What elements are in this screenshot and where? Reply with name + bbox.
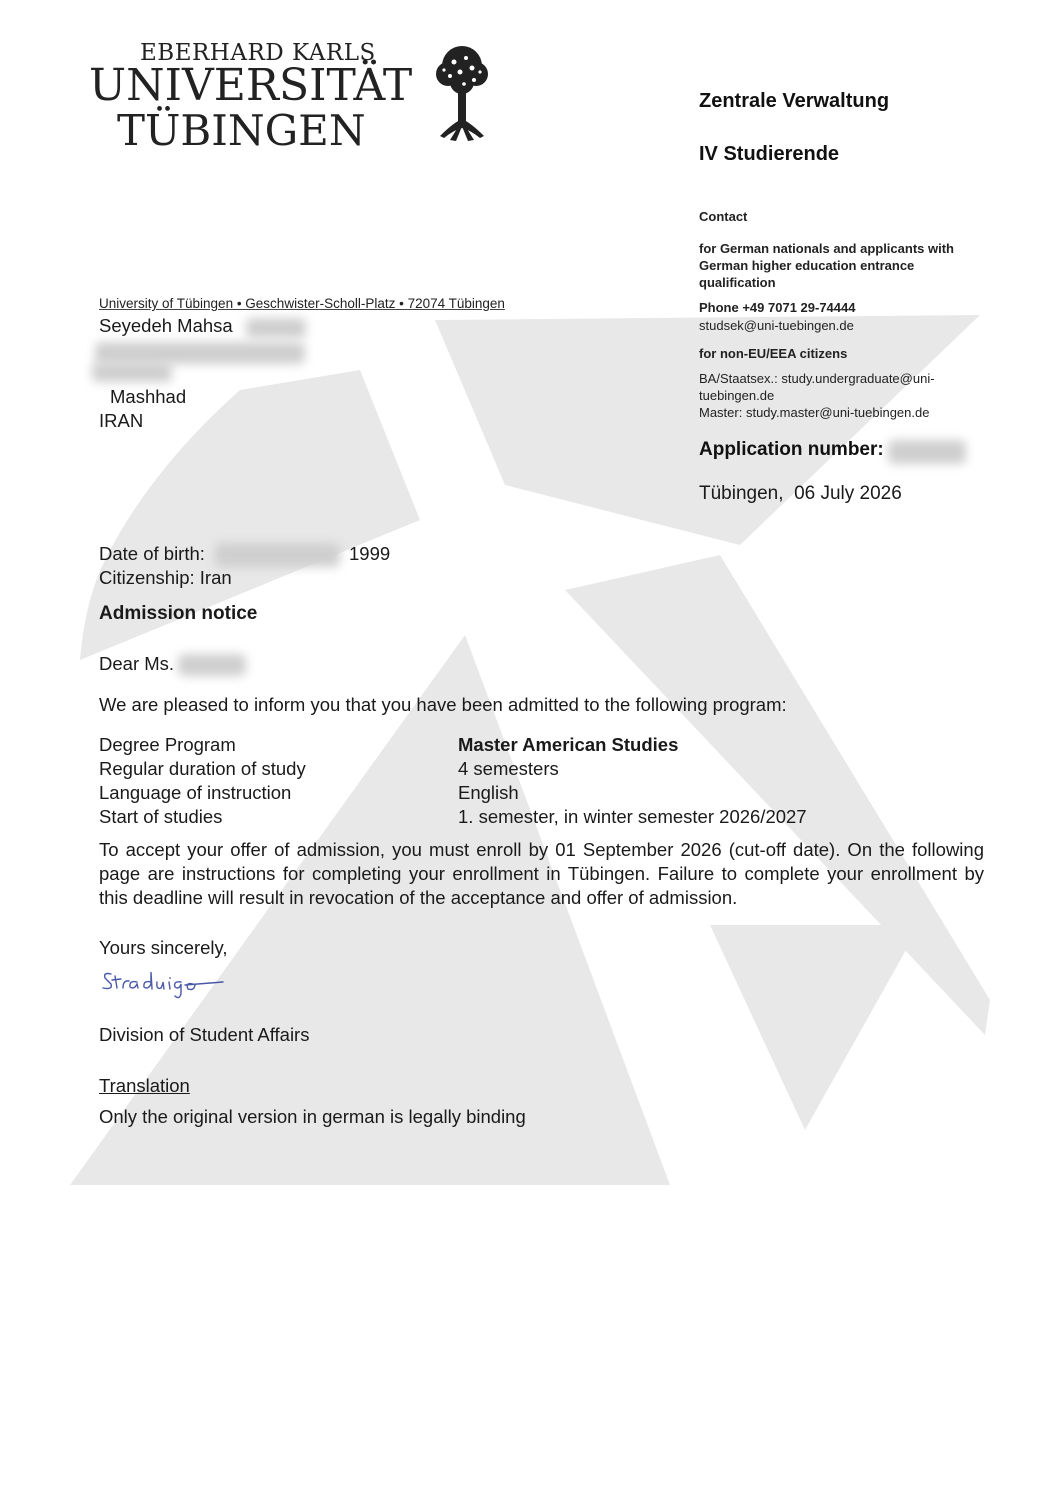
program-row [99, 734, 959, 758]
department-heading: Zentrale Verwaltung [699, 90, 890, 112]
unit-heading: IV Studierende [699, 143, 840, 165]
application-number-label: Application number: [699, 439, 884, 460]
signature-image [99, 960, 229, 1002]
email-german-link[interactable]: studsek@uni-tuebingen.de [699, 318, 854, 333]
salutation: Dear Ms. [99, 653, 175, 674]
translation-label: Translation [99, 1075, 190, 1096]
redacted-surname [246, 318, 306, 338]
closing: Yours sincerely, [99, 937, 228, 958]
recipient-city: Mashhad [110, 386, 187, 407]
phone-number: Phone +49 7071 29-74444 [699, 300, 856, 315]
program-row-label: Start of studies [99, 806, 223, 827]
program-row [99, 782, 959, 806]
program-row-value: 4 semesters [458, 758, 559, 779]
logo-line-1: EBERHARD KARLS [140, 40, 376, 66]
date-of-birth-label: Date of birth: [99, 543, 205, 564]
master-contact-email[interactable]: Master: study.master@uni-tuebingen.de [699, 405, 930, 420]
citizenship: Citizenship: Iran [99, 567, 232, 588]
date-of-birth-year: 1999 [349, 543, 391, 564]
ba-contact-email[interactable]: BA/Staatsex.: study.undergraduate@uni-tuebingen.de [699, 371, 935, 403]
letter-title: Admission notice [99, 603, 258, 624]
program-row-value: Master American Studies [458, 734, 679, 755]
tree-icon [430, 44, 494, 144]
recipient-country: IRAN [99, 410, 144, 431]
program-row-label: Language of instruction [99, 782, 292, 803]
redacted-last-name [178, 654, 246, 676]
enrollment-paragraph: To accept your offer of admission, you must enroll by 01 September 2026 (cut-off date). On the following page are instructions for completing your enrollment in Tübingen. Failure to complete your enrollment by this deadline will result in revocation of the acceptance and offer of admission. [99, 839, 984, 908]
logo-line-3: TÜBINGEN [117, 106, 366, 155]
program-row-value: English [458, 782, 519, 803]
program-row [99, 758, 959, 782]
german-nationals-heading: for German nationals and applicants with German higher education entrance qualification [699, 241, 954, 290]
redacted-street [95, 342, 305, 364]
logo-line-2: UNIVERSITÄT [89, 60, 413, 111]
redacted-birth-date [215, 543, 340, 567]
program-row-label: Regular duration of study [99, 758, 306, 779]
sender-address-line: University of Tübingen • Geschwister-Scholl-Platz • 72074 Tübingen [99, 296, 505, 311]
division-name: Division of Student Affairs [99, 1024, 310, 1045]
program-row-label: Degree Program [99, 734, 236, 755]
contact-heading: Contact [699, 209, 748, 224]
place-and-date: Tübingen, 06 July 2026 [699, 483, 902, 504]
intro-sentence: We are pleased to inform you that you have been admitted to the following program: [99, 694, 787, 715]
translation-note: Only the original version in german is legally binding [99, 1106, 526, 1127]
program-row-value: 1. semester, in winter semester 2026/2027 [458, 806, 807, 827]
recipient-name: Seyedeh Mahsa [99, 315, 233, 336]
program-row [99, 806, 959, 830]
redacted-postcode [92, 362, 172, 382]
non-eu-heading: for non-EU/EEA citizens [699, 346, 848, 361]
redacted-application-number [888, 440, 966, 464]
